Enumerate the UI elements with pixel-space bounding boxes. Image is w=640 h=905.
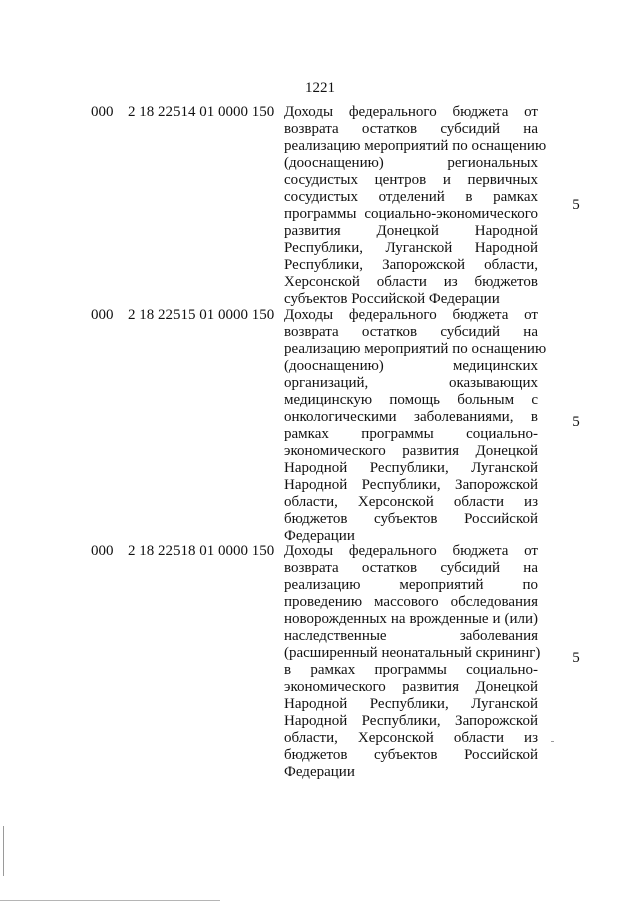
description-line: медицинскую помощь больным с bbox=[284, 392, 538, 408]
description-line: реализацию мероприятий по bbox=[284, 577, 538, 593]
budget-classification-code: 2 18 22518 01 0000 150 bbox=[128, 543, 275, 559]
description-line: в рамках программы социально- bbox=[284, 662, 538, 678]
scan-edge-line bbox=[3, 826, 4, 876]
description-line: Народной Республики, Луганской bbox=[284, 696, 538, 712]
amount-value: 5 bbox=[572, 650, 580, 666]
admin-code: 000 bbox=[91, 307, 114, 323]
description-line: субъектов Российской Федерации bbox=[284, 291, 500, 307]
amount-value: 5 bbox=[572, 414, 580, 430]
description-line: реализацию мероприятий по оснащению bbox=[284, 341, 547, 357]
description-line: Доходы федерального бюджета от bbox=[284, 104, 538, 120]
description-line: Республики, Луганской Народной bbox=[284, 240, 538, 256]
description-line: возврата остатков субсидий на bbox=[284, 324, 538, 340]
description-line: Херсонской области из бюджетов bbox=[284, 274, 538, 290]
description-line: реализацию мероприятий по оснащению bbox=[284, 138, 547, 154]
description-line: организаций, оказывающих bbox=[284, 375, 538, 391]
description-line: возврата остатков субсидий на bbox=[284, 121, 538, 137]
budget-classification-code: 2 18 22515 01 0000 150 bbox=[128, 307, 275, 323]
description-line: наследственные заболевания bbox=[284, 628, 538, 644]
description-line: (дооснащению) региональных bbox=[284, 155, 538, 171]
description-line: Федерации bbox=[284, 528, 355, 544]
description-line: онкологическими заболеваниями, в bbox=[284, 409, 538, 425]
income-description bbox=[284, 543, 541, 781]
income-description bbox=[284, 104, 547, 308]
description-line: Доходы федерального бюджета от bbox=[284, 307, 538, 323]
description-line: Народной Республики, Запорожской bbox=[284, 477, 538, 493]
description-line: (расширенный неонатальный скрининг) bbox=[284, 645, 541, 661]
admin-code: 000 bbox=[91, 104, 114, 120]
description-line: экономического развития Донецкой bbox=[284, 443, 538, 459]
description-line: области, Херсонской области из bbox=[284, 494, 538, 510]
description-line: Федерации bbox=[284, 764, 355, 780]
description-line: рамках программы социально- bbox=[284, 426, 538, 442]
description-line: области, Херсонской области из bbox=[284, 730, 538, 746]
description-line: сосудистых отделений в рамках bbox=[284, 189, 538, 205]
scan-edge-line bbox=[0, 900, 220, 901]
income-description bbox=[284, 307, 547, 545]
description-line: Доходы федерального бюджета от bbox=[284, 543, 538, 559]
budget-classification-code: 2 18 22514 01 0000 150 bbox=[128, 104, 275, 120]
admin-code: 000 bbox=[91, 543, 114, 559]
description-line: сосудистых центров и первичных bbox=[284, 172, 538, 188]
description-line: Республики, Запорожской области, bbox=[284, 257, 538, 273]
description-line: Народной Республики, Запорожской bbox=[284, 713, 538, 729]
description-line: программы социально-экономического bbox=[284, 206, 538, 222]
description-line: (дооснащению) медицинских bbox=[284, 358, 538, 374]
description-line: новорожденных на врожденные и (или) bbox=[284, 611, 538, 627]
description-line: экономического развития Донецкой bbox=[284, 679, 538, 695]
description-line: возврата остатков субсидий на bbox=[284, 560, 538, 576]
page-number: 1221 bbox=[305, 80, 335, 96]
description-line: проведению массового обследования bbox=[284, 594, 538, 610]
description-line: Народной Республики, Луганской bbox=[284, 460, 538, 476]
description-line: бюджетов субъектов Российской bbox=[284, 747, 538, 763]
description-line: бюджетов субъектов Российской bbox=[284, 511, 538, 527]
scan-artifact bbox=[551, 741, 554, 742]
description-line: развития Донецкой Народной bbox=[284, 223, 538, 239]
amount-value: 5 bbox=[572, 197, 580, 213]
